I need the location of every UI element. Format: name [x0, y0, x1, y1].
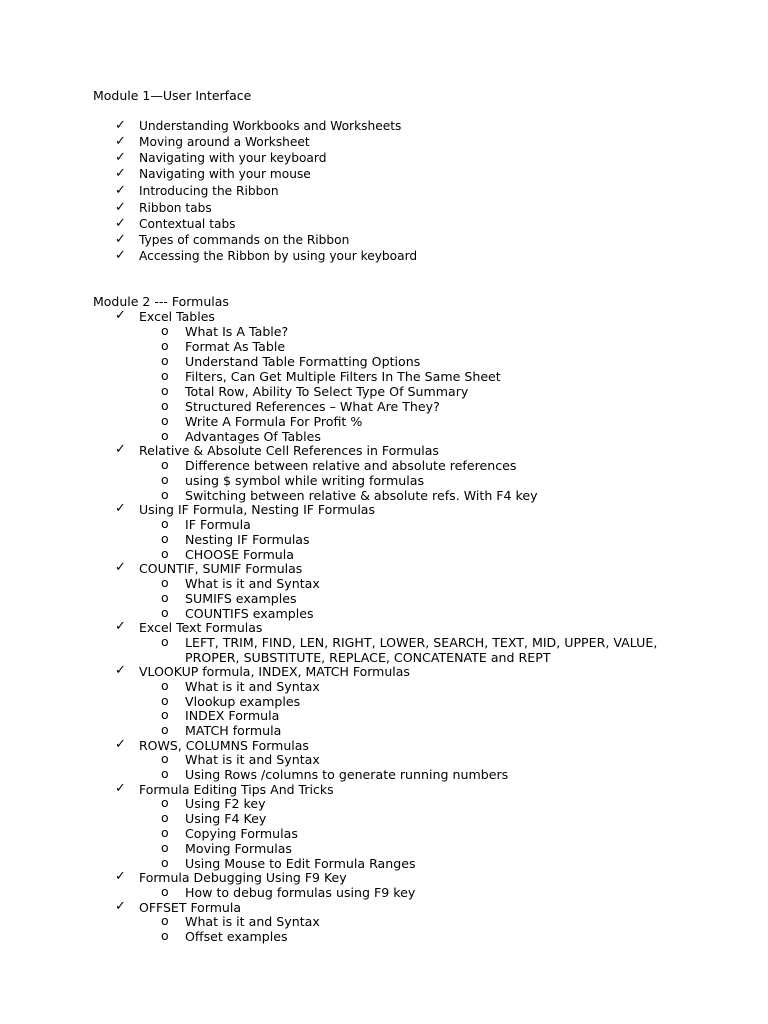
list-item: [115, 118, 402, 134]
sub-item-text: What Is A Table?: [185, 324, 289, 339]
sub-item: [161, 338, 286, 354]
list-item-text: Introducing the Ribbon: [139, 184, 279, 198]
checkmark-icon: ✓: [115, 183, 126, 198]
section-title: Relative & Absolute Cell References in Formulas: [139, 443, 439, 458]
bullet-icon: o: [161, 353, 169, 368]
bullet-icon: o: [161, 323, 169, 338]
sub-item-text: Moving Formulas: [185, 841, 292, 856]
sub-item-text: INDEX Formula: [185, 708, 280, 723]
sub-item-text: LEFT, TRIM, FIND, LEN, RIGHT, LOWER, SEARCH, TEXT, MID, UPPER, VALUE,: [185, 635, 658, 650]
sub-item-text: MATCH formula: [185, 723, 282, 738]
list-item-text: Accessing the Ribbon by using your keyboard: [139, 249, 418, 263]
bullet-icon: o: [161, 810, 169, 825]
sub-item-text: Offset examples: [185, 929, 288, 944]
bullet-icon: o: [161, 575, 169, 590]
sub-item: [161, 531, 310, 547]
list-item-text: Ribbon tabs: [139, 201, 212, 215]
bullet-icon: o: [161, 693, 169, 708]
sub-item-text: Write A Formula For Profit %: [185, 414, 363, 429]
sub-item-text: IF Formula: [185, 517, 251, 532]
module-1-title: Module 1—User Interface: [93, 88, 252, 103]
sub-item: [161, 472, 425, 488]
sub-item: [161, 605, 314, 621]
bullet-icon: o: [161, 413, 169, 428]
bullet-icon: o: [161, 368, 169, 383]
sub-item-text: Filters, Can Get Multiple Filters In The Same Sheet: [185, 369, 501, 384]
checkmark-icon: ✓: [115, 501, 126, 516]
sub-item-text: Structured References – What Are They?: [185, 399, 440, 414]
section-title: COUNTIF, SUMIF Formulas: [139, 561, 303, 576]
sub-item-text: Using Rows /columns to generate running numbers: [185, 767, 509, 782]
sub-item-text: Advantages Of Tables: [185, 429, 321, 444]
sub-item-text: What is it and Syntax: [185, 914, 320, 929]
checkmark-icon: ✓: [115, 560, 126, 575]
section-title: Using IF Formula, Nesting IF Formulas: [139, 502, 375, 517]
section-item: [115, 560, 303, 576]
section-title: VLOOKUP formula, INDEX, MATCH Formulas: [139, 664, 410, 679]
sub-item-text: Nesting IF Formulas: [185, 532, 310, 547]
sub-item: [161, 795, 266, 811]
sub-item-text: Using F2 key: [185, 796, 266, 811]
sub-item-text: Using F4 Key: [185, 811, 267, 826]
sub-item-text: What is it and Syntax: [185, 679, 320, 694]
sub-item: [161, 722, 282, 738]
module-2-title: Module 2 --- Formulas: [93, 294, 229, 309]
list-item: [115, 200, 212, 216]
bullet-icon: o: [161, 457, 169, 472]
section-item: [115, 308, 215, 324]
section-item: [115, 501, 375, 517]
bullet-icon: o: [161, 634, 169, 649]
bullet-icon: o: [161, 383, 169, 398]
checkmark-icon: ✓: [115, 166, 126, 181]
checkmark-icon: ✓: [115, 899, 126, 914]
list-item-text: Navigating with your keyboard: [139, 151, 327, 165]
list-item: [115, 134, 310, 150]
sub-item: [161, 383, 469, 399]
sub-item: [161, 825, 298, 841]
list-item-text: Contextual tabs: [139, 217, 236, 231]
bullet-icon: o: [161, 722, 169, 737]
sub-item: [161, 634, 658, 650]
section-item: [115, 663, 410, 679]
section-title: Formula Debugging Using F9 Key: [139, 870, 347, 885]
bullet-icon: o: [161, 840, 169, 855]
sub-item-text: What is it and Syntax: [185, 752, 320, 767]
sub-item: [161, 840, 292, 856]
section-title: OFFSET Formula: [139, 900, 241, 915]
bullet-icon: o: [161, 825, 169, 840]
checkmark-icon: ✓: [115, 781, 126, 796]
bullet-icon: o: [161, 338, 169, 353]
checkmark-icon: ✓: [115, 869, 126, 884]
sub-item: [161, 884, 416, 900]
sub-item: [161, 590, 297, 606]
sub-item-text: COUNTIFS examples: [185, 606, 314, 621]
sub-item-text: CHOOSE Formula: [185, 547, 294, 562]
sub-item: [161, 323, 289, 339]
sub-item: [161, 457, 517, 473]
bullet-icon: o: [161, 605, 169, 620]
checkmark-icon: ✓: [115, 619, 126, 634]
checkmark-icon: ✓: [115, 442, 126, 457]
list-item-text: Understanding Workbooks and Worksheets: [139, 119, 402, 133]
list-item-text: Navigating with your mouse: [139, 167, 311, 181]
checkmark-icon: ✓: [115, 308, 126, 323]
sub-item-text: Format As Table: [185, 339, 286, 354]
list-item: [115, 248, 418, 264]
bullet-icon: o: [161, 398, 169, 413]
checkmark-icon: ✓: [115, 232, 126, 247]
sub-item: [161, 751, 320, 767]
bullet-icon: o: [161, 546, 169, 561]
sub-item-continuation: [185, 650, 551, 665]
sub-item: [161, 575, 320, 591]
sub-item: [161, 546, 294, 562]
bullet-icon: o: [161, 766, 169, 781]
sub-item: [161, 707, 280, 723]
sub-item: [161, 487, 538, 503]
sub-item: [161, 928, 288, 944]
checkmark-icon: ✓: [115, 200, 126, 215]
sub-item-text: Switching between relative & absolute refs. With F4 key: [185, 488, 538, 503]
list-item: [115, 216, 236, 232]
list-item-text: Moving around a Worksheet: [139, 135, 310, 149]
sub-item: [161, 766, 509, 782]
sub-item: [161, 855, 416, 871]
bullet-icon: o: [161, 590, 169, 605]
sub-item: [161, 810, 267, 826]
checkmark-icon: ✓: [115, 216, 126, 231]
bullet-icon: o: [161, 707, 169, 722]
section-item: [115, 619, 263, 635]
bullet-icon: o: [161, 855, 169, 870]
bullet-icon: o: [161, 472, 169, 487]
sub-item-text: using $ symbol while writing formulas: [185, 473, 425, 488]
sub-item: [161, 413, 363, 429]
list-item: [115, 150, 327, 166]
section-item: [115, 899, 241, 915]
checkmark-icon: ✓: [115, 737, 126, 752]
sub-item: [161, 693, 301, 709]
sub-item-text: PROPER, SUBSTITUTE, REPLACE, CONCATENATE and REPT: [185, 650, 551, 665]
bullet-icon: o: [161, 884, 169, 899]
sub-item: [161, 428, 321, 444]
sub-item: [161, 516, 251, 532]
bullet-icon: o: [161, 531, 169, 546]
checkmark-icon: ✓: [115, 663, 126, 678]
section-title: Excel Tables: [139, 309, 215, 324]
list-item-text: Types of commands on the Ribbon: [139, 233, 350, 247]
section-item: [115, 442, 439, 458]
section-title: Formula Editing Tips And Tricks: [139, 782, 334, 797]
bullet-icon: o: [161, 678, 169, 693]
sub-item-text: How to debug formulas using F9 key: [185, 885, 416, 900]
bullet-icon: o: [161, 928, 169, 943]
bullet-icon: o: [161, 795, 169, 810]
checkmark-icon: ✓: [115, 248, 126, 263]
section-item: [115, 869, 347, 885]
bullet-icon: o: [161, 487, 169, 502]
sub-item-text: Total Row, Ability To Select Type Of Summary: [185, 384, 469, 399]
list-item: [115, 232, 350, 248]
sub-item-text: Difference between relative and absolute references: [185, 458, 517, 473]
sub-item: [161, 398, 440, 414]
bullet-icon: o: [161, 428, 169, 443]
sub-item-text: SUMIFS examples: [185, 591, 297, 606]
list-item: [115, 166, 311, 182]
list-item: [115, 183, 279, 199]
sub-item: [161, 913, 320, 929]
checkmark-icon: ✓: [115, 134, 126, 149]
sub-item-text: What is it and Syntax: [185, 576, 320, 591]
sub-item: [161, 678, 320, 694]
checkmark-icon: ✓: [115, 150, 126, 165]
sub-item-text: Using Mouse to Edit Formula Ranges: [185, 856, 416, 871]
sub-item: [161, 368, 501, 384]
sub-item-text: Vlookup examples: [185, 694, 301, 709]
section-title: Excel Text Formulas: [139, 620, 263, 635]
bullet-icon: o: [161, 751, 169, 766]
bullet-icon: o: [161, 913, 169, 928]
checkmark-icon: ✓: [115, 118, 126, 133]
sub-item: [161, 353, 421, 369]
sub-item-text: Understand Table Formatting Options: [185, 354, 421, 369]
sub-item-text: Copying Formulas: [185, 826, 298, 841]
bullet-icon: o: [161, 516, 169, 531]
section-title: ROWS, COLUMNS Formulas: [139, 738, 309, 753]
